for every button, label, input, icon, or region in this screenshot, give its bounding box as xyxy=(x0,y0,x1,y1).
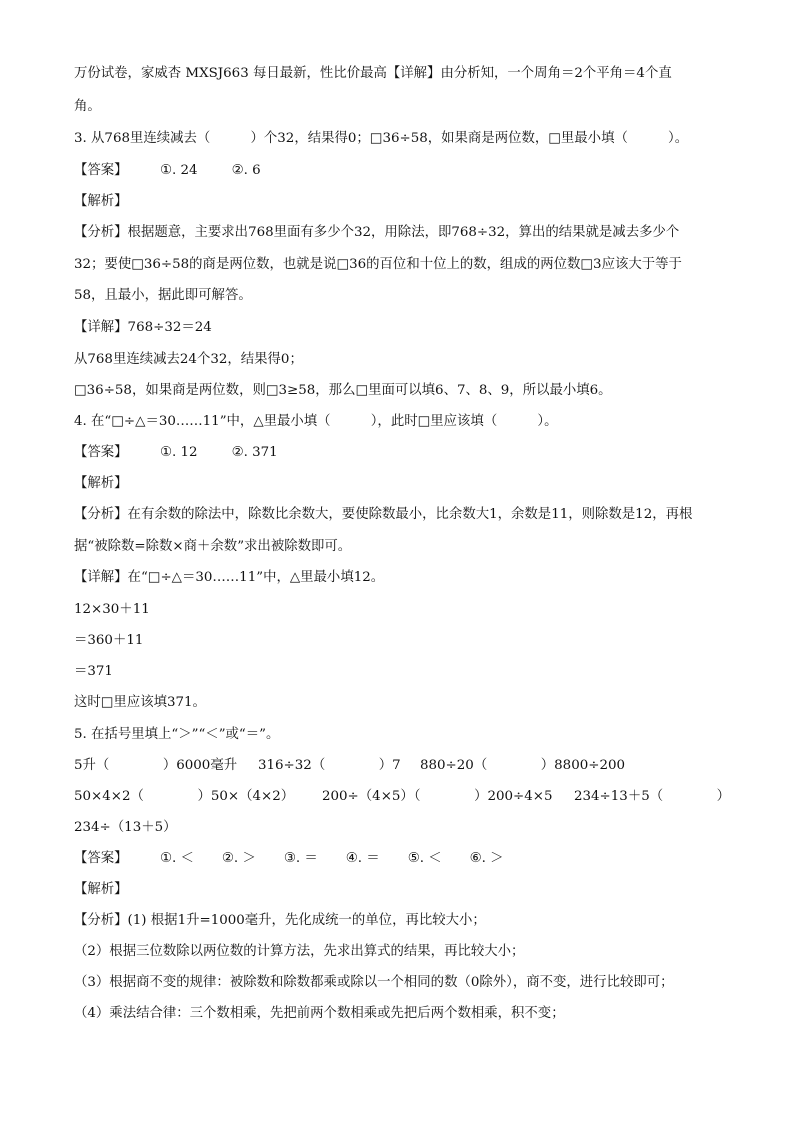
question-3: 3. 从768里连续减去（ ）个32，结果得0；□36÷58，如果商是两位数，□里最小填（ ）。 xyxy=(74,131,689,146)
comparison-item: 316÷32（ ）7 xyxy=(258,758,401,773)
analysis-text: 据“被除数=除数×商＋余数”求出被除数即可。 xyxy=(74,539,352,554)
text-line: 万份试卷，家威杏 MXSJ663 每日最新，性比价最高【详解】由分析知，一个周角＝2个平角＝4个直 xyxy=(74,66,672,81)
analysis-text: （2）根据三位数除以两位数的计算方法，先求出算式的结果，再比较大小； xyxy=(74,944,525,959)
detail-text: 从768里连续减去24个32，结果得0； xyxy=(74,352,303,367)
answer-value: ①. 24 xyxy=(160,163,198,178)
analysis-text: 【分析】根据题意，主要求出768里面有多少个32，用除法，即768÷32，算出的结果就是减去多少个 xyxy=(74,225,680,240)
analysis-label: 【解析】 xyxy=(74,194,128,209)
answer-label: 【答案】 xyxy=(74,163,128,178)
detail-text: ＝371 xyxy=(74,664,113,679)
analysis-label: 【解析】 xyxy=(74,882,128,897)
analysis-text: （4）乘法结合律：三个数相乘，先把前两个数相乘或先把后两个数相乘，积不变； xyxy=(74,1006,565,1021)
answer-label: 【答案】 xyxy=(74,445,128,460)
analysis-text: （3）根据商不变的规律：被除数和除数都乘或除以一个相同的数（0除外），商不变，进行比较即可； xyxy=(74,975,674,990)
answer-value: ④. ＝ xyxy=(345,851,380,866)
analysis-text: 【分析】在有余数的除法中，除数比余数大，要使除数最小，比余数大1，余数是11，则除数是12，再根 xyxy=(74,507,693,522)
question-5: 5. 在括号里填上“＞”“＜”或“＝”。 xyxy=(74,727,280,742)
comparison-item: 50×4×2（ ）50×（4×2） xyxy=(74,789,295,804)
answer-value: ⑥. ＞ xyxy=(469,851,504,866)
comparison-item: 5升（ ）6000毫升 xyxy=(74,758,238,773)
q4-answer-row xyxy=(74,443,754,463)
answer-value: ①. 12 xyxy=(160,445,198,460)
question-4: 4. 在“□÷△＝30……11”中，△里最小填（ ），此时□里应该填（ ）。 xyxy=(74,414,558,429)
detail-text: 这时□里应该填371。 xyxy=(74,695,206,710)
detail-text: 【详解】在“□÷△＝30……11”中，△里最小填12。 xyxy=(74,570,385,585)
q3-answer-row xyxy=(74,161,754,181)
answer-value: ③. ＝ xyxy=(283,851,318,866)
analysis-label: 【解析】 xyxy=(74,476,128,491)
analysis-text: 32；要使□36÷58的商是两位数，也就是说□36的百位和十位上的数，组成的两位数□3应该大于等于 xyxy=(74,257,682,272)
answer-label: 【答案】 xyxy=(74,851,128,866)
detail-text: □36÷58，如果商是两位数，则□3≥58，那么□里面可以填6、7、8、9，所以最小填6。 xyxy=(74,383,612,398)
text-line: 角。 xyxy=(74,99,101,114)
answer-value: ②. 371 xyxy=(231,445,278,460)
detail-text: 【详解】768÷32＝24 xyxy=(74,320,212,335)
q5-row-3: 234÷（13＋5） xyxy=(74,820,177,835)
comparison-item: 880÷20（ ）8800÷200 xyxy=(420,758,626,773)
analysis-text: 【分析】(1) 根据1升=1000毫升，先化成统一的单位，再比较大小； xyxy=(74,913,486,928)
analysis-text: 58，且最小，据此即可解答。 xyxy=(74,288,252,303)
comparison-item: 200÷（4×5）（ ）200÷4×5 xyxy=(322,789,553,804)
detail-text: 12×30＋11 xyxy=(74,602,150,617)
q5-answer-row xyxy=(74,849,754,869)
answer-value: ①. ＜ xyxy=(160,851,194,866)
q5-row-1 xyxy=(74,756,754,776)
answer-value: ⑤. ＜ xyxy=(407,851,442,866)
comparison-item: 234÷13＋5（ ） xyxy=(574,789,731,804)
q5-row-2 xyxy=(74,787,754,807)
detail-text: ＝360＋11 xyxy=(74,633,144,648)
answer-value: ②. 6 xyxy=(231,163,261,178)
answer-value: ②. ＞ xyxy=(221,851,256,866)
